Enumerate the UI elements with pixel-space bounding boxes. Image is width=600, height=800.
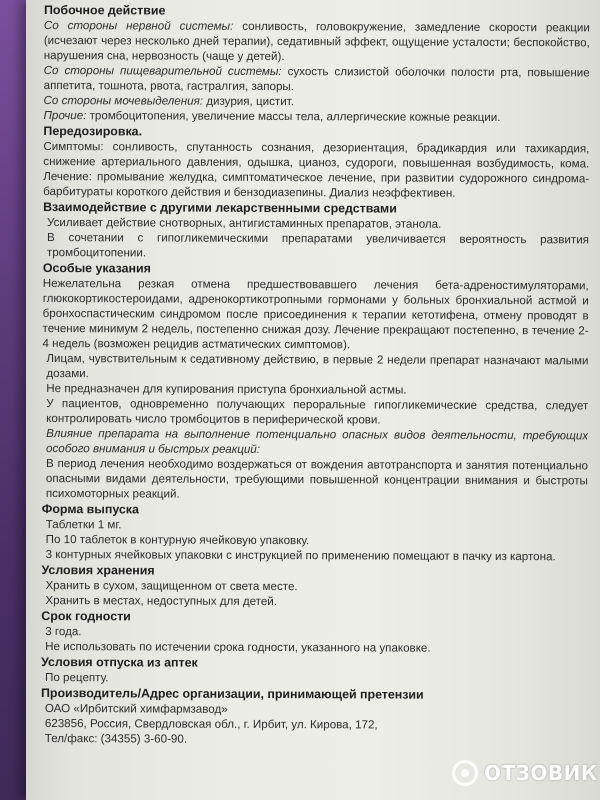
manufacturer-phone: Тел/факс: (34355) 3-60-90. — [44, 732, 188, 746]
manufacturer-name: ОАО «Ирбитский химфармзавод» — [44, 702, 228, 716]
dispensing-paragraph-1: По рецепту. — [45, 671, 109, 685]
side-effects-heading: Побочное действие — [43, 2, 166, 18]
form-paragraph-3: 3 контурных ячейковых упаковки с инструкцией по применению помещают в пачку из картона. — [45, 548, 556, 564]
driving-label: Влияние препарата на выполнение потенциально опасных видов деятельности, требующих особого внимания и быстрых реакций: — [46, 427, 589, 456]
dispensing-heading: Условия отпуска из аптек — [41, 654, 198, 670]
interactions-paragraph-1: Усиливает действие снотворных, антигистаминных препаратов, этанола. — [47, 216, 442, 231]
side-effects-nervous — [44, 18, 590, 65]
overdose-heading: Передозировка. — [43, 123, 143, 139]
leaflet-text — [41, 2, 590, 748]
side-effects-digestive — [44, 63, 590, 95]
interactions-heading: Взаимодействие с другими лекарственными средствами — [43, 199, 397, 216]
storage-paragraph-1: Хранить в сухом, защищенном от света месте. — [45, 579, 298, 594]
nervous-label: Со стороны нервной системы: — [43, 18, 234, 33]
otzovik-watermark — [452, 756, 598, 790]
special-paragraph-2: Лицам, чувствительным к седативному действию, в первые 2 недели препарат назначают малыми дозами. — [46, 352, 589, 381]
digestive-label: Со стороны пищеварительной системы: — [43, 63, 282, 79]
form-heading: Форма выпуска — [41, 501, 139, 517]
special-paragraph-3: Не предназначен для купирования приступа бронхиальной астмы. — [46, 382, 407, 397]
interactions-paragraph-2: В сочетании с гипогликемическими препаратами увеличивается вероятность развития тромбоцитопении. — [46, 231, 589, 260]
special-heading: Особые указания — [42, 260, 151, 276]
side-effects-other — [43, 108, 589, 125]
manufacturer-heading: Производитель/Адрес организации, принимающей претензии — [40, 685, 424, 702]
shelf-life-paragraph-2: Не использовать по истечении срока годности, указанного на упаковке. — [45, 640, 431, 655]
digestive-text: сухость слизистой оболочки полости рта, повышение аппетита, тошнота, рвота, гастралгия, запоры. — [43, 65, 590, 94]
urinary-label: Со стороны мочевыделения: — [43, 93, 204, 108]
special-paragraph-4: У пациентов, одновременно получающих пероральные гипогликемические средства, следует контролировать число тромбоцитов в периферической крови. — [46, 397, 589, 427]
storage-heading: Условия хранения — [41, 562, 155, 578]
nervous-text: сонливость, головокружение, замедление скорости реакции (исчезают через несколько дней терапии), седативный эффект, ощущение усталости; беспокойство, нарушения сна, нервозность (чаще у детей). — [43, 19, 590, 64]
other-label: Прочие: — [43, 108, 87, 123]
shelf-life-heading: Срок годности — [41, 608, 131, 624]
special-paragraph-5: В период лечения необходимо воздержаться от вождения автотранспорта и занятия потенциально опасными видами деятельности, требующими повышенной концентрации внимания и быстроты психомоторных реакций. — [45, 457, 589, 501]
manufacturer-address: 623856, Россия, Свердловская обл., г. Ирбит, ул. Кирова, 172, — [44, 717, 378, 732]
form-paragraph-2: По 10 таблеток в контурную ячейковую упаковку. — [45, 533, 310, 548]
special-paragraph-1: Нежелательна резкая отмена предшествовавшего лечения бета-адреностимуляторами, глюкокортикостероидами, адренокортикотропными гормонами у больных бронхиальной астмой и бронхоспастическим синдромом после присоединения к терапии кетотифена, отмену проводят в течение минимум 2 недель, постепенно снижая дозу. Лечение прекращают постепенно, в течение 2-4 недель (возможен рецидив астматических симптомов). — [42, 276, 589, 352]
otzovik-logo-icon — [452, 760, 478, 786]
overdose-text: Симптомы: сонливость, спутанность сознания, дезориентация, брадикардия или тахикардия, снижение артериального давления, одышка, цианоз, судороги, повышенная возбудимость, кома. Лечение: промывание желудка, симптоматическое лечение, при развитии судорожного синдрома- барбитураты короткого действия и бензодиазепины. Диализ неэффективен. — [43, 139, 590, 200]
other-text: тромбоцитопения, увеличение массы тела, аллергические кожные реакции. — [86, 109, 501, 124]
urinary-text: дизурия, цистит. — [202, 94, 294, 109]
watermark-text: ОТЗОВИК — [484, 761, 598, 785]
shelf-life-paragraph-1: 3 года. — [45, 625, 82, 639]
form-paragraph-1: Таблетки 1 мг. — [45, 518, 122, 532]
storage-paragraph-2: Хранить в местах, недоступных для детей. — [45, 594, 278, 609]
